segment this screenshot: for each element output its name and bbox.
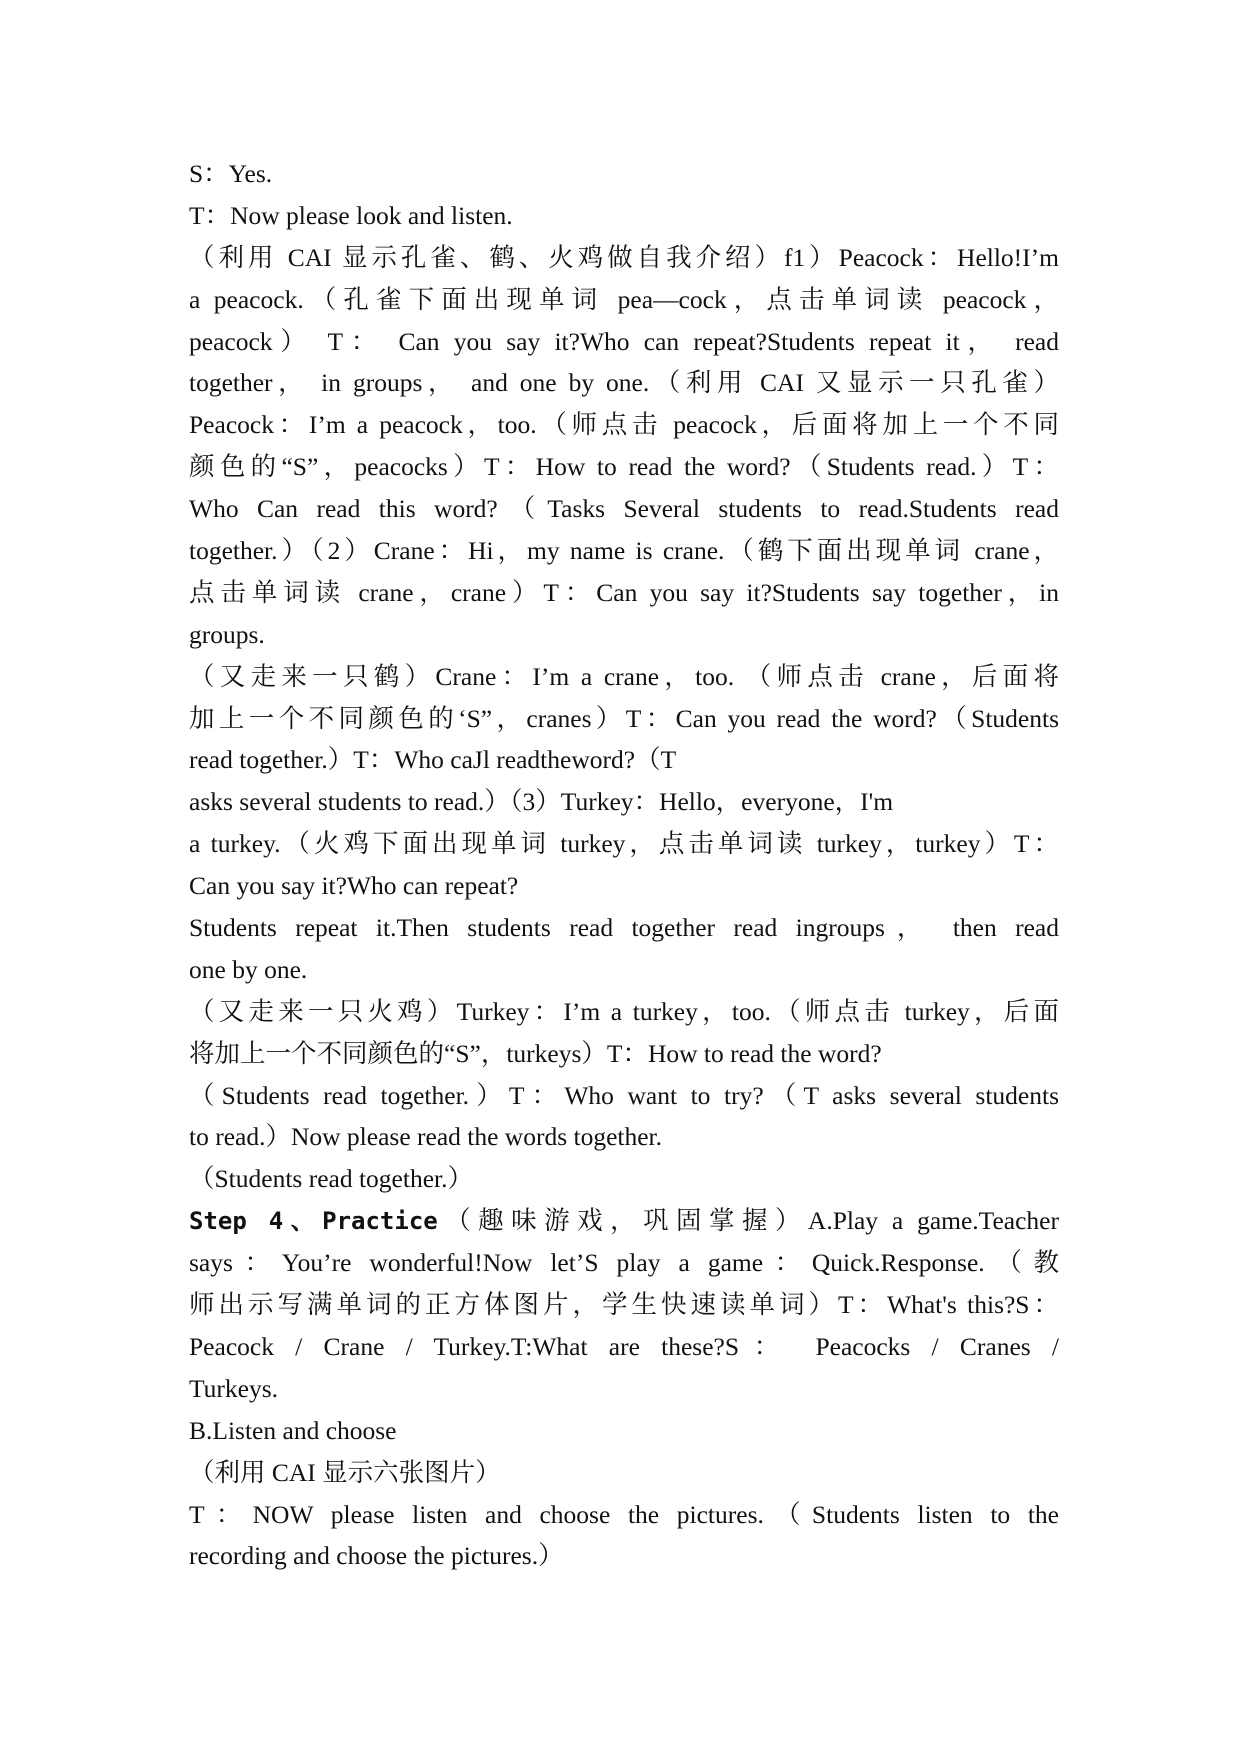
text-line: together.）（2）Crane：Hi，my name is crane.（鹤下面出现单词 crane， xyxy=(189,536,1059,566)
text-line: asks several students to read.）（3）Turkey：Hello，everyone，I'm xyxy=(189,787,894,817)
text-line: recording and choose the pictures.） xyxy=(189,1541,564,1571)
text-line: Can you say it?Who can repeat? xyxy=(189,871,519,901)
text-line: Who Can read this word?（Tasks Several students to read.Students read xyxy=(189,494,1059,524)
text-line: Peacock / Crane / Turkey.T:What are these?S： Peacocks / Cranes / xyxy=(189,1331,1059,1361)
text-line: Turkeys. xyxy=(189,1373,279,1403)
text-line: （利用 CAI 显示六张图片） xyxy=(189,1457,501,1487)
text-line: （利用 CAI 显示孔雀、鹤、火鸡做自我介绍）f1）Peacock：Hello!I’m xyxy=(189,242,1059,272)
text-line: says：You’re wonderful!Now let’S play a game：Quick.Response.（教 xyxy=(189,1248,1059,1278)
text-line: T：Now please look and listen. xyxy=(189,200,513,230)
text-line: 加上一个不同颜色的‘S”，cranes）T：Can you read the word?（Students xyxy=(189,703,1059,733)
text-line: （又走来一只火鸡）Turkey：I’m a turkey，too.（师点击 turkey，后面 xyxy=(189,996,1059,1026)
text-line: 将加上一个不同颜色的“S”，turkeys）T：How to read the word? xyxy=(189,1038,882,1068)
text-line: read together.）T：Who caJl readtheword?（T xyxy=(189,745,677,775)
text-line: Students repeat it.Then students read together read ingroups， then read xyxy=(189,913,1059,943)
step-heading: Step 4、Practice xyxy=(189,1207,438,1236)
text-line: B.Listen and choose xyxy=(189,1415,397,1445)
text-line: to read.）Now please read the words together. xyxy=(189,1122,663,1152)
document-body xyxy=(189,153,1059,1577)
text-line: one by one. xyxy=(189,954,308,984)
step-heading-line xyxy=(189,1200,1059,1242)
text-line: a peacock.（孔雀下面出现单词 pea—cock，点击单词读 peacock， xyxy=(189,284,1059,314)
text-line: （又走来一只鹤）Crane：I’m a crane，too. （师点击 crane，后面将 xyxy=(189,661,1059,691)
text-line: （Students read together.）T：Who want to try?（T asks several students xyxy=(189,1080,1059,1110)
text-line: （Students read together.） xyxy=(189,1164,473,1194)
text-line: groups. xyxy=(189,619,265,649)
text-line: Peacock：I’m a peacock，too.（师点击 peacock，后面将加上一个不同 xyxy=(189,410,1059,440)
step-heading-text: （趣味游戏，巩固掌握）A.Play a game.Teacher xyxy=(437,1206,1059,1236)
text-line: a turkey.（火鸡下面出现单词 turkey，点击单词读 turkey，turkey）T： xyxy=(189,829,1059,859)
text-line: 颜色的“S”，peacocks）T：How to read the word?（Students read.）T： xyxy=(189,452,1059,482)
text-line: peacock） T： Can you say it?Who can repeat?Students repeat it， read xyxy=(189,326,1059,356)
text-line: 师出示写满单词的正方体图片，学生快速读单词）T：What's this?S： xyxy=(189,1290,1059,1320)
text-line: S：Yes. xyxy=(189,159,273,188)
text-line: together， in groups， and one by one.（利用 CAI 又显示一只孔雀） xyxy=(189,368,1059,398)
text-line: 点击单词读 crane，crane）T：Can you say it?Students say together，in xyxy=(189,577,1059,607)
text-line: T：NOW please listen and choose the pictures.（Students listen to the xyxy=(189,1499,1059,1529)
